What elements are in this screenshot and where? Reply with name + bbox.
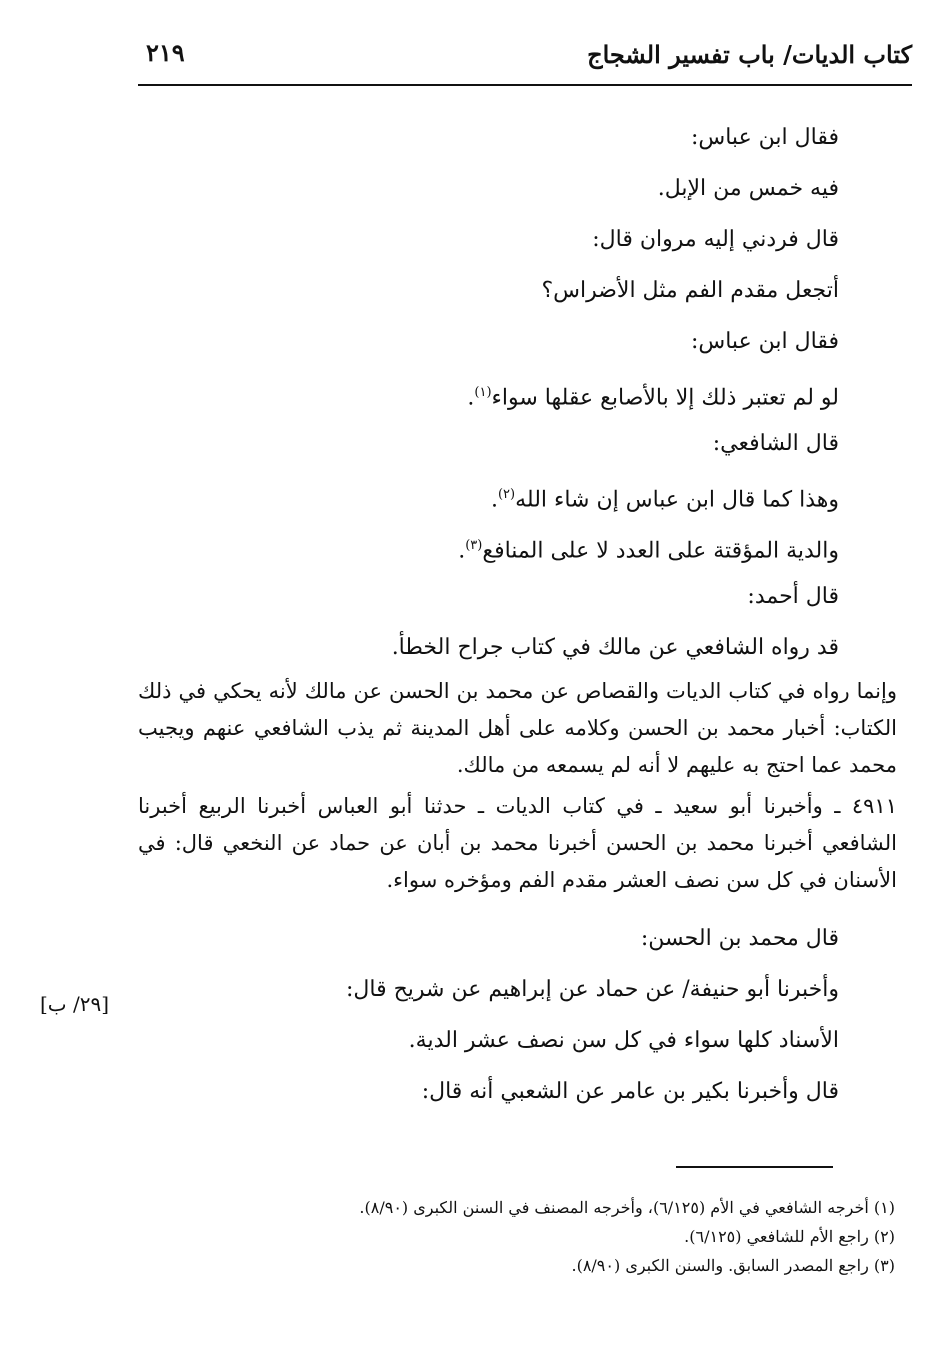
text-line: فقال ابن عباس: xyxy=(690,329,839,354)
text-span: وهذا كما قال ابن عباس إن شاء الله xyxy=(515,487,839,513)
footnote-reference: (١) xyxy=(474,385,492,400)
folio-margin-note: [٢٩/ ب] xyxy=(40,992,110,1016)
text-line-with-footnote xyxy=(138,520,839,571)
text-line: قال أحمد: xyxy=(747,584,839,609)
text-span: لو لم تعتبر ذلك إلا بالأصابع عقلها سواء xyxy=(491,385,839,411)
running-header xyxy=(138,40,912,86)
footnote-reference: (٢) xyxy=(497,487,516,502)
text-line: قال الشافعي: xyxy=(712,431,839,456)
text-line: قال وأخبرنا بكير بن عامر عن الشعبي أنه قال: xyxy=(421,1079,839,1104)
text-line: فقال ابن عباس: xyxy=(690,125,839,150)
footnote: (٣) راجع المصدر السابق. والسنن الكبرى (٨/٩٠). xyxy=(571,1256,895,1275)
footnote: (٢) راجع الأم للشافعي (٦/١٢٥). xyxy=(684,1227,895,1246)
text-line: فيه خمس من الإبل. xyxy=(657,176,839,201)
text-line: قال فردني إليه مروان قال: xyxy=(592,227,839,252)
text-line-with-footnote xyxy=(138,469,839,520)
text-line: الأسناد كلها سواء في كل سن نصف عشر الدية. xyxy=(408,1028,839,1053)
text-line: أتجعل مقدم الفم مثل الأضراس؟ xyxy=(541,278,839,303)
footnotes xyxy=(250,1193,895,1280)
hadith-paragraph: ٤٩١١ ـ وأخبرنا أبو سعيد ـ في كتاب الديات ـ حدثنا أبو العباس أخبرنا الربيع أخبرنا الشافعي أخبرنا محمد بن الحسن أخبرنا محمد بن أبان عن حماد عن النخعي قال: في الأسنان في كل سن نصف العشر مقدم الفم ومؤخره سواء. xyxy=(138,794,897,892)
footnote: (١) أخرجه الشافعي في الأم (٦/١٢٥)، وأخرجه المصنف في السنن الكبرى (٨/٩٠). xyxy=(359,1198,895,1217)
text-span: . xyxy=(490,487,498,513)
page-number: ٢١٩ xyxy=(146,38,185,67)
text-line-with-footnote xyxy=(138,367,839,418)
text-span: والدية المؤقتة على العدد لا على المنافع xyxy=(482,538,839,564)
running-title: كتاب الديات/ باب تفسير الشجاج xyxy=(587,40,912,69)
text-line: قد رواه الشافعي عن مالك في كتاب جراح الخطأ. xyxy=(391,635,839,660)
main-text xyxy=(138,112,897,1117)
text-line: قال محمد بن الحسن: xyxy=(640,926,839,951)
text-span: . xyxy=(458,538,466,564)
footnote-reference: (٣) xyxy=(465,538,483,553)
text-span: . xyxy=(467,385,475,411)
paragraph: وإنما رواه في كتاب الديات والقصاص عن محمد بن الحسن عن مالك لأنه يحكي في ذلك الكتاب: أخبار محمد بن الحسن وكلامه على أهل المدينة ثم يذب الشافعي عنهم ويجيب محمد عما احتج به عليهم لا أنه لم يسمعه من مالك. xyxy=(138,679,897,777)
text-line: وأخبرنا أبو حنيفة/ عن حماد عن إبراهيم عن شريح قال: xyxy=(345,977,839,1002)
footnote-divider xyxy=(676,1166,833,1168)
